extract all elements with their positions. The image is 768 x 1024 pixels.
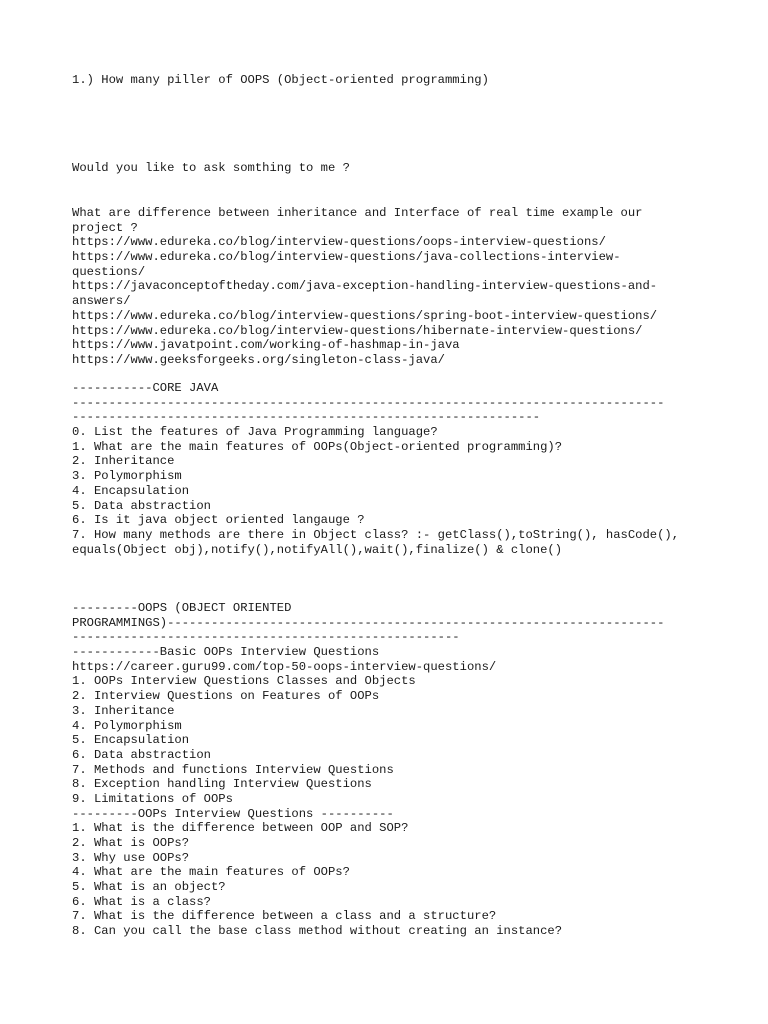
list-item: 1. OOPs Interview Questions Classes and Objects bbox=[72, 674, 416, 689]
links-block bbox=[72, 206, 657, 368]
url-line: answers/ bbox=[72, 294, 131, 309]
list-item: equals(Object obj),notify(),notifyAll(),wait(),finalize() & clone() bbox=[72, 542, 563, 557]
list-item: 7. What is the difference between a class and a structure? bbox=[72, 909, 497, 924]
url-line: https://javaconceptoftheday.com/java-exception-handling-interview-questions-and- bbox=[72, 279, 658, 294]
url-line: https://www.edureka.co/blog/interview-questions/spring-boot-interview-questions/ bbox=[72, 308, 658, 323]
list-item: 5. What is an object? bbox=[72, 880, 226, 895]
list-item: 8. Exception handling Interview Questions bbox=[72, 777, 372, 792]
question-line: 1.) How many piller of OOPS (Object-oriented programming) bbox=[72, 73, 489, 87]
list-item: 3. Why use OOPs? bbox=[72, 850, 190, 865]
url-line: questions/ bbox=[72, 264, 146, 279]
ask-line: Would you like to ask somthing to me ? bbox=[72, 161, 350, 175]
list-item: 0. List the features of Java Programming language? bbox=[72, 425, 438, 440]
section-heading: PROGRAMMINGS)-------------------------------------------------------------------- bbox=[72, 615, 665, 630]
url-line: https://www.edureka.co/blog/interview-questions/hibernate-interview-questions/ bbox=[72, 323, 643, 338]
core-java-section bbox=[72, 381, 679, 557]
url-line: https://career.guru99.com/top-50-oops-interview-questions/ bbox=[72, 659, 497, 674]
url-line: https://www.javatpoint.com/working-of-hashmap-in-java bbox=[72, 338, 460, 353]
list-item: 6. What is a class? bbox=[72, 894, 211, 909]
section-heading: -----------CORE JAVA bbox=[72, 381, 219, 395]
list-item: 2. Interview Questions on Features of OOPs bbox=[72, 689, 380, 704]
list-item: 8. Can you call the base class method without creating an instance? bbox=[72, 924, 563, 939]
list-item: 1. What is the difference between OOP and SOP? bbox=[72, 821, 409, 836]
list-item: 3. Inheritance bbox=[72, 703, 175, 718]
list-item: 6. Data abstraction bbox=[72, 747, 211, 762]
list-item: 4. Polymorphism bbox=[72, 718, 182, 733]
subsection-heading: ------------Basic OOPs Interview Questions bbox=[72, 645, 380, 660]
list-item: 9. Limitations of OOPs bbox=[72, 791, 233, 806]
subsection-heading: ---------OOPs Interview Questions ---------- bbox=[72, 806, 394, 821]
list-item: 1. What are the main features of OOPs(Object-oriented programming)? bbox=[72, 439, 563, 454]
list-item: 3. Polymorphism bbox=[72, 469, 182, 484]
url-line: https://www.edureka.co/blog/interview-questions/java-collections-interview- bbox=[72, 250, 621, 265]
list-item: 2. What is OOPs? bbox=[72, 836, 190, 850]
text-line: What are difference between inheritance and Interface of real time example our bbox=[72, 206, 643, 220]
text-line: project ? bbox=[72, 220, 138, 235]
section-heading: ---------OOPS (OBJECT ORIENTED bbox=[72, 601, 292, 615]
list-item: 5. Data abstraction bbox=[72, 498, 211, 513]
divider-line: ---------------------------------------------------------------- bbox=[72, 410, 541, 425]
list-item: 4. Encapsulation bbox=[72, 483, 190, 498]
list-item: 2. Inheritance bbox=[72, 454, 175, 469]
url-line: https://www.edureka.co/blog/interview-questions/oops-interview-questions/ bbox=[72, 235, 606, 250]
oops-section bbox=[72, 601, 664, 939]
list-item: 6. Is it java object oriented langauge ? bbox=[72, 513, 365, 528]
url-line: https://www.geeksforgeeks.org/singleton-class-java/ bbox=[72, 352, 445, 367]
list-item: 7. Methods and functions Interview Questions bbox=[72, 762, 394, 777]
list-item: 4. What are the main features of OOPs? bbox=[72, 865, 350, 880]
list-item: 5. Encapsulation bbox=[72, 733, 190, 748]
divider-line: --------------------------------------------------------------------------------- bbox=[72, 395, 665, 410]
list-item: 7. How many methods are there in Object class? :- getClass(),toString(), hasCode(), bbox=[72, 527, 680, 542]
divider-line: ----------------------------------------------------- bbox=[72, 630, 460, 645]
